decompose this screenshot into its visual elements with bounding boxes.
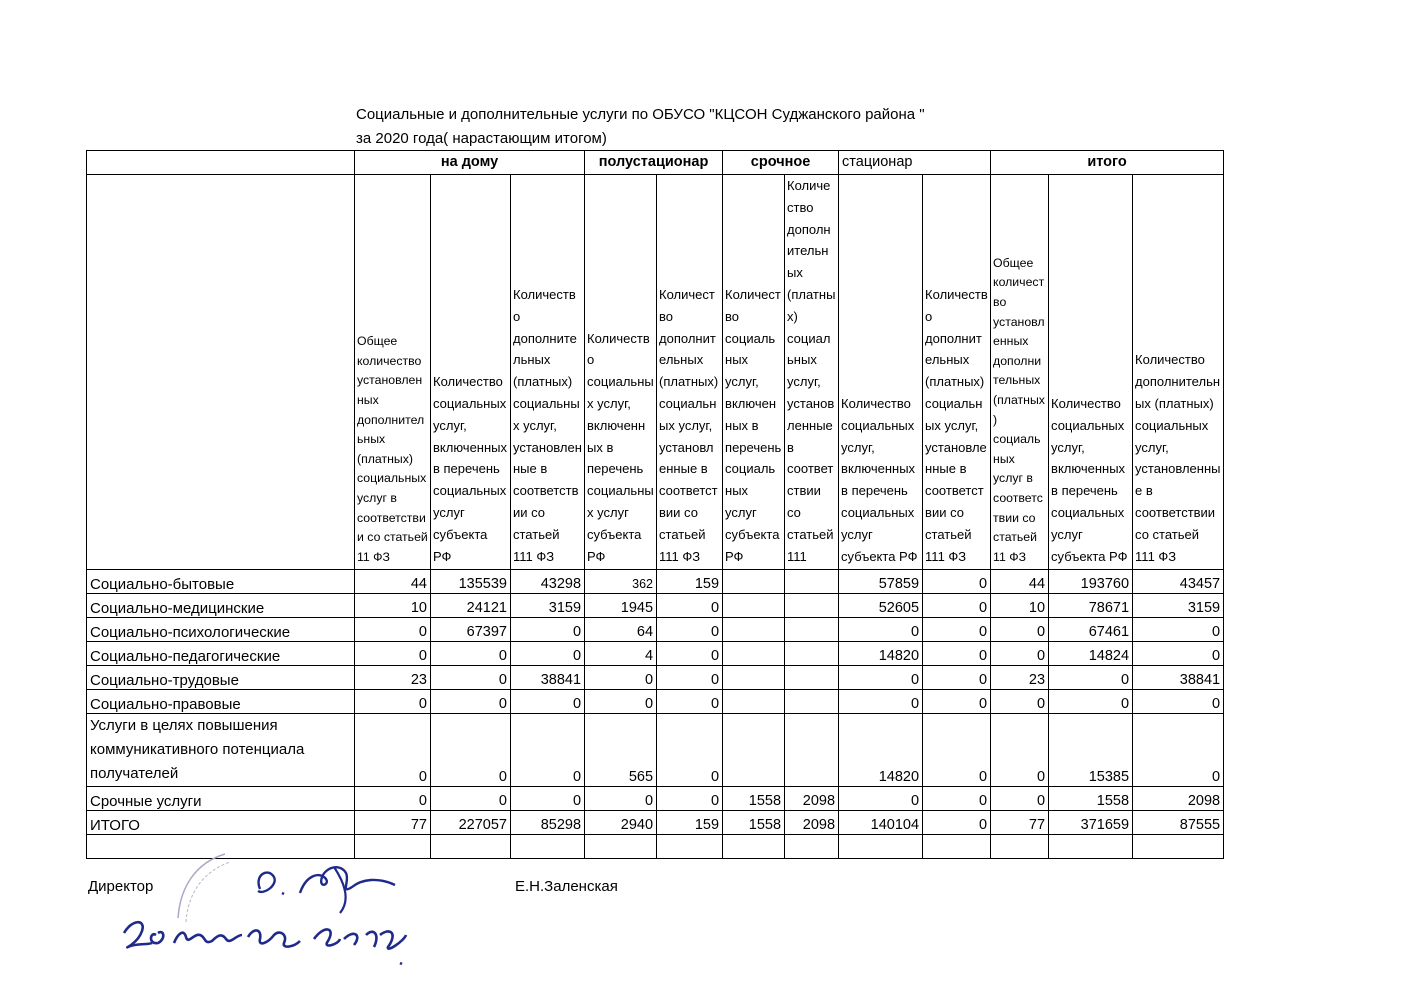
table-row: [87, 594, 1224, 618]
cell: 0: [355, 642, 431, 666]
empty-cell: [431, 835, 511, 859]
cell: 4: [585, 642, 657, 666]
group-urgent: срочное: [723, 151, 839, 175]
cell: 15385: [1049, 714, 1133, 787]
cell: 0: [923, 642, 991, 666]
cell: [723, 642, 785, 666]
cell: 2098: [1133, 787, 1224, 811]
row-name: ИТОГО: [87, 811, 355, 835]
cell: 1945: [585, 594, 657, 618]
cell: 0: [923, 570, 991, 594]
cell: 0: [355, 618, 431, 642]
cell: 0: [923, 787, 991, 811]
cell: 14824: [1049, 642, 1133, 666]
cell: [723, 666, 785, 690]
cell: 57859: [839, 570, 923, 594]
cell: [785, 690, 839, 714]
cell: 38841: [511, 666, 585, 690]
cell: 0: [511, 787, 585, 811]
cell: 0: [1133, 642, 1224, 666]
empty-cell: [923, 835, 991, 859]
col-header-semi-social: Количество социальных услуг, включенных в перечень социальных услуг субъекта РФ: [585, 175, 657, 570]
cell: 0: [1133, 618, 1224, 642]
row-name: Социально-правовые: [87, 690, 355, 714]
col-header-semi-paid: Количество дополнительных (платных) социальных услуг, установленные в соответствии со статьей 111 ФЗ: [657, 175, 723, 570]
column-header-row: [87, 175, 1224, 570]
cell: 14820: [839, 642, 923, 666]
cell: 0: [431, 690, 511, 714]
cell: 78671: [1049, 594, 1133, 618]
col-header-total-social: Количество социальных услуг, включенных в перечень социальных услуг субъекта РФ: [1049, 175, 1133, 570]
row-name: Социально-педагогические: [87, 642, 355, 666]
cell: 43298: [511, 570, 585, 594]
col-header-urgent-paid: Количество дополнительных (платных) социальных услуг, установленные в соответствии со статьей 111: [785, 175, 839, 570]
cell: 14820: [839, 714, 923, 787]
cell: 0: [355, 714, 431, 787]
cell: 0: [657, 714, 723, 787]
empty-cell: [991, 835, 1049, 859]
cell: 0: [431, 714, 511, 787]
table-row-total: [87, 811, 1224, 835]
table-row: [87, 690, 1224, 714]
cell: 0: [585, 787, 657, 811]
group-semi-stationary: полустационар: [585, 151, 723, 175]
col-header-home-paid: Количество дополнительных (платных) социальных услуг, установленные в соответствии со статьей 111 ФЗ: [511, 175, 585, 570]
cell: 0: [431, 642, 511, 666]
col-header-inpatient-social: Количество социальных услуг, включенных в перечень социальных услуг субъекта РФ: [839, 175, 923, 570]
group-home: на дому: [355, 151, 585, 175]
cell: [723, 594, 785, 618]
empty-cell: [585, 835, 657, 859]
group-header-row: [87, 151, 1224, 175]
empty-cell: [839, 835, 923, 859]
group-total: итого: [991, 151, 1224, 175]
cell: 0: [511, 618, 585, 642]
cell: 2098: [785, 811, 839, 835]
table-row: [87, 618, 1224, 642]
cell: 0: [657, 594, 723, 618]
cell: 2940: [585, 811, 657, 835]
col-header-name: [87, 175, 355, 570]
row-name: Срочные услуги: [87, 787, 355, 811]
cell: 0: [1133, 714, 1224, 787]
cell: 227057: [431, 811, 511, 835]
cell: 0: [511, 642, 585, 666]
cell: 0: [511, 690, 585, 714]
cell: 10: [355, 594, 431, 618]
cell: 0: [991, 642, 1049, 666]
cell: [785, 570, 839, 594]
col-header-home-social: Количество социальных услуг, включенных в перечень социальных услуг субъекта РФ: [431, 175, 511, 570]
cell: 10: [991, 594, 1049, 618]
cell: 1558: [1049, 787, 1133, 811]
cell: 0: [923, 594, 991, 618]
cell: 0: [657, 787, 723, 811]
cell: 0: [923, 690, 991, 714]
cell: 0: [923, 666, 991, 690]
row-name: Социально-психологические: [87, 618, 355, 642]
cell: 0: [585, 666, 657, 690]
col-header-total-paid: Количество дополнительных (платных) социальных услуг, установленные в соответствии со статьей 111 ФЗ: [1133, 175, 1224, 570]
col-header-home-total-paid: Общее количество установленных дополнительных (платных) социальных услуг в соответствии со статьей 11 ФЗ: [355, 175, 431, 570]
cell: 2098: [785, 787, 839, 811]
cell: 0: [991, 690, 1049, 714]
cell: 67461: [1049, 618, 1133, 642]
cell: 0: [991, 714, 1049, 787]
cell: 38841: [1133, 666, 1224, 690]
cell: 44: [991, 570, 1049, 594]
cell: 0: [1049, 666, 1133, 690]
cell: 85298: [511, 811, 585, 835]
table-row: [87, 787, 1224, 811]
cell: 0: [991, 618, 1049, 642]
cell: 1558: [723, 787, 785, 811]
cell: 0: [839, 618, 923, 642]
cell: 77: [355, 811, 431, 835]
cell: [723, 690, 785, 714]
director-label: Директор: [88, 878, 154, 895]
cell: 159: [657, 811, 723, 835]
cell: 43457: [1133, 570, 1224, 594]
cell: 0: [923, 618, 991, 642]
cell: 24121: [431, 594, 511, 618]
row-name: Социально-медицинские: [87, 594, 355, 618]
cell: [723, 618, 785, 642]
cell: 23: [355, 666, 431, 690]
cell: [785, 618, 839, 642]
cell: 0: [585, 690, 657, 714]
cell: 140104: [839, 811, 923, 835]
table-row: [87, 642, 1224, 666]
cell: [785, 642, 839, 666]
cell: 23: [991, 666, 1049, 690]
group-blank: [87, 151, 355, 175]
table-row: [87, 666, 1224, 690]
cell: 0: [839, 666, 923, 690]
empty-cell: [1049, 835, 1133, 859]
cell: 44: [355, 570, 431, 594]
cell: 0: [355, 787, 431, 811]
cell: 193760: [1049, 570, 1133, 594]
col-header-total-total-paid: Общее количество установленных дополнительных (платных) социальных услуг в соответствии со статьей 11 ФЗ: [991, 175, 1049, 570]
cell: 362: [585, 570, 657, 594]
cell: 0: [657, 666, 723, 690]
cell: 87555: [1133, 811, 1224, 835]
cell: [785, 666, 839, 690]
empty-cell: [511, 835, 585, 859]
cell: 77: [991, 811, 1049, 835]
col-header-inpatient-paid: Количество дополнительных (платных) социальных услуг, установленные в соответствии со статьей 111 ФЗ: [923, 175, 991, 570]
cell: 0: [431, 787, 511, 811]
cell: [723, 570, 785, 594]
document-title: Социальные и дополнительные услуги по ОБУСО "КЦСОН Суджанского района ": [356, 106, 925, 123]
handwritten-date: [118, 905, 418, 975]
row-name: Социально-бытовые: [87, 570, 355, 594]
cell: 3159: [1133, 594, 1224, 618]
cell: [785, 714, 839, 787]
row-name: Социально-трудовые: [87, 666, 355, 690]
cell: 0: [839, 690, 923, 714]
table-row: [87, 714, 1224, 787]
cell: 135539: [431, 570, 511, 594]
cell: 64: [585, 618, 657, 642]
empty-cell: [657, 835, 723, 859]
cell: [785, 594, 839, 618]
cell: 52605: [839, 594, 923, 618]
cell: 159: [657, 570, 723, 594]
cell: 0: [839, 787, 923, 811]
cell: 67397: [431, 618, 511, 642]
cell: 0: [923, 811, 991, 835]
cell: 0: [657, 642, 723, 666]
cell: 565: [585, 714, 657, 787]
empty-cell: [785, 835, 839, 859]
group-inpatient: стационар: [839, 151, 991, 175]
cell: 0: [1133, 690, 1224, 714]
col-header-urgent-social: Количество социальных услуг, включенных в перечень социальных услуг субъекта РФ: [723, 175, 785, 570]
empty-cell: [1133, 835, 1224, 859]
cell: 0: [355, 690, 431, 714]
cell: 0: [511, 714, 585, 787]
cell: [723, 714, 785, 787]
services-table: [86, 150, 1224, 859]
cell: 0: [1049, 690, 1133, 714]
signer-name: Е.Н.Заленская: [515, 878, 618, 895]
cell: 0: [431, 666, 511, 690]
cell: 0: [991, 787, 1049, 811]
cell: 0: [657, 690, 723, 714]
document-subtitle: за 2020 года( нарастающим итогом): [356, 130, 607, 147]
cell: 371659: [1049, 811, 1133, 835]
row-name: Услуги в целях повышения коммуникативного потенциала получателей: [87, 714, 355, 787]
table-row: [87, 570, 1224, 594]
cell: 0: [657, 618, 723, 642]
cell: 0: [923, 714, 991, 787]
cell: 1558: [723, 811, 785, 835]
cell: 3159: [511, 594, 585, 618]
empty-cell: [723, 835, 785, 859]
